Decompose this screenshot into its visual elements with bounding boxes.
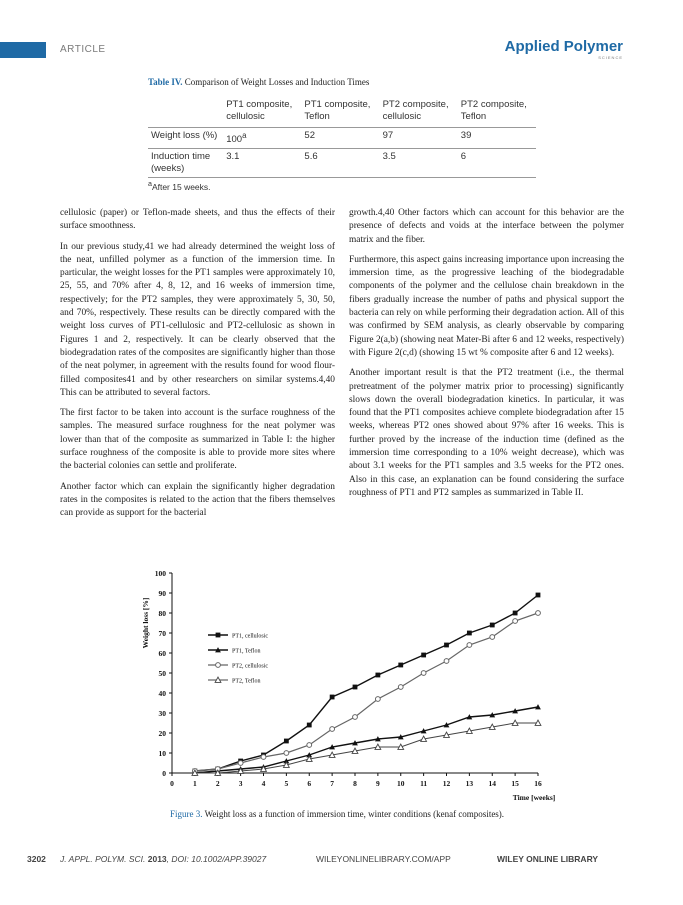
y-tick-label: 50 <box>158 669 166 678</box>
data-point <box>467 631 472 636</box>
table-header-row <box>148 97 536 128</box>
series-line <box>195 723 538 773</box>
table-header-cell <box>148 97 223 128</box>
y-tick-label: 100 <box>154 569 166 578</box>
data-point <box>536 611 541 616</box>
data-point <box>330 727 335 732</box>
data-point <box>261 755 266 760</box>
chart-legend <box>208 633 268 685</box>
comparison-table <box>148 97 536 178</box>
x-tick-label: 9 <box>376 779 380 788</box>
table-cell: 39 <box>458 128 536 149</box>
data-point <box>398 685 403 690</box>
table-cell: 6 <box>458 149 536 178</box>
table-header-cell: PT1 composite, cellulosic <box>226 99 293 122</box>
x-tick-label: 16 <box>534 779 542 788</box>
data-point <box>307 723 312 728</box>
data-point <box>467 643 472 648</box>
journal-citation <box>60 854 266 864</box>
legend-label: PT1, Teflon <box>232 648 261 655</box>
table-footnote <box>148 180 211 192</box>
table-cell: 3.5 <box>380 149 458 178</box>
data-point <box>398 663 403 668</box>
y-tick-label: 20 <box>158 729 166 738</box>
table-cell: 5.6 <box>301 149 379 178</box>
figure-label: Figure 3. <box>170 809 203 819</box>
body-paragraph: Furthermore, this aspect gains increasing importance upon increasing the immersion time, as the progressive leaching of the biodegradable components of the polymer and the cellulose chain breakdown in the fibers gradually increase the number of paths and physical support the bacteria can rely on while performing their degradation action. All of this was confirmed by SEM analysis, as clearly observable by comparing Figure 2(a,b) (showing neat Mater-Bi after 6 and 12 weeks, respectively) with Figure 2(c,d) (showing 15 wt % composite after 6 and 12 weeks). <box>349 254 624 358</box>
body-paragraph: The first factor to be taken into account is the surface roughness of the samples. The measured surface roughness for the neat polymer was lower than that of the composite as summarized in Table I: the higher surface roughness of the composite is able to provide more sites where the bacterial colonies can settle and proliferate. <box>60 408 335 472</box>
body-paragraph: cellulosic (paper) or Teflon-made sheets, and thus the effects of their surface smoothness. <box>60 208 335 232</box>
x-tick-label: 10 <box>397 779 405 788</box>
y-tick-label: 70 <box>158 629 166 638</box>
table-header-cell: PT1 composite, Teflon <box>304 99 371 122</box>
legend-label: PT1, cellulosic <box>232 633 268 640</box>
table-caption <box>148 77 369 87</box>
journal-brand-sub: SCIENCE <box>598 55 623 60</box>
legend-marker <box>216 633 221 638</box>
table-cell <box>223 128 301 149</box>
data-point <box>513 619 518 624</box>
x-tick-label: 0 <box>170 779 174 788</box>
x-tick-label: 1 <box>193 779 197 788</box>
data-point <box>330 695 335 700</box>
x-tick-label: 12 <box>442 779 451 788</box>
table-footnote-marker: a <box>242 131 247 140</box>
x-tick-label: 11 <box>420 779 428 788</box>
data-point <box>375 697 380 702</box>
x-tick-label: 7 <box>330 779 334 788</box>
data-point <box>307 743 312 748</box>
table-cell: 52 <box>301 128 379 149</box>
data-point <box>375 673 380 678</box>
body-paragraph: Another important result is that the PT2 treatment (i.e., the thermal pretreatment of the polymer matrix prior to processing) significantly slows down the overall biodegradation kinetics. In particular, it was found that the PT1 composites achieve complete biodegradation after 15 weeks, whereas PT2 ones showed about 97% after 16 weeks. This is further proved by the increase of the induction time (defined as the immersion time corresponding to a 10% weight decrease), which was about 3.1 weeks for the PT1 samples and 3.5 weeks for the PT2 ones. Also in this case, an explanation can be found considering the surface roughness of PT1 and PT2 samples as summarized in Table II. <box>349 368 624 498</box>
x-tick-label: 3 <box>238 779 243 788</box>
y-tick-label: 40 <box>158 689 166 698</box>
y-axis-label: Weight loss [%] <box>141 597 150 649</box>
data-point <box>353 685 358 690</box>
section-color-bar <box>0 42 46 58</box>
x-tick-label: 8 <box>353 779 357 788</box>
x-axis-label: Time [weeks] <box>512 793 556 802</box>
data-point <box>490 623 495 628</box>
figure-caption-text: Weight loss as a function of immersion time, winter conditions (kenaf composites). <box>204 809 505 819</box>
figure-caption <box>170 809 504 819</box>
table-label: Table IV. <box>148 77 183 87</box>
data-point <box>238 761 243 766</box>
data-point <box>444 659 449 664</box>
table-cell: 97 <box>380 128 458 149</box>
publisher-logo: WILEY ONLINE LIBRARY <box>497 854 599 864</box>
y-tick-label: 90 <box>158 589 166 598</box>
body-column-right <box>349 207 624 507</box>
legend-label: PT2, Teflon <box>232 678 261 685</box>
page-number: 3202 <box>27 854 46 864</box>
body-column-left <box>60 207 335 528</box>
series-line <box>195 707 538 773</box>
journal-doi: , DOI: 10.1002/APP.39027 <box>166 854 267 864</box>
data-point <box>536 593 541 598</box>
table-footnote-sup: a <box>148 180 152 188</box>
y-tick-label: 0 <box>162 769 166 778</box>
table-cell: Induction time (weeks) <box>148 149 223 178</box>
journal-year: 2013 <box>147 854 167 864</box>
data-point <box>490 635 495 640</box>
data-point <box>284 751 289 756</box>
y-tick-label: 30 <box>158 709 166 718</box>
legend-label: PT2, cellulosic <box>232 663 268 670</box>
data-point <box>421 653 426 658</box>
journal-brand: Applied Polymer <box>504 38 623 55</box>
data-point <box>444 643 449 648</box>
table-cell: 3.1 <box>223 149 301 178</box>
x-tick-label: 2 <box>215 779 220 788</box>
table-row <box>148 128 536 149</box>
section-label: ARTICLE <box>60 44 106 55</box>
body-paragraph: growth.4,40 Other factors which can account for this behavior are the presence of defects and voids at the interface between the polymer matrix and the fiber. <box>349 208 624 245</box>
y-tick-label: 80 <box>158 609 166 618</box>
table-cell-value: 100 <box>226 134 243 146</box>
data-point <box>284 739 289 744</box>
series-pt1-teflon <box>192 704 541 775</box>
series-pt2-teflon <box>192 720 541 775</box>
table-header-cell: PT2 composite, cellulosic <box>382 99 449 122</box>
data-point <box>421 671 426 676</box>
table-footnote-text: After 15 weeks. <box>151 181 211 192</box>
body-paragraph: In our previous study,41 we had already determined the weight loss of the neat, unfilled polymer as a function of the immersion time. In particular, the weight losses for the PT1 samples were approximately 10, 25, 55, and 70% after 4, 8, 12, and 16 weeks of immersion time, respectively; for the PT2 samples, they were approximately 5, 30, 50, and 70%, respectively. These results can be directly compared with the weight loss curves of PT1-cellulosic and PT2-cellulosic as shown in Figures 1 and 2, respectively. It can be clearly observed that the biodegradation rates of the composites are significantly higher than those of the neat polymer, in agreement with the results found for wood flour-filled composites41 and by other researchers on similar systems.4,40 This can be attributed to several factors. <box>60 241 335 398</box>
table-title: Comparison of Weight Losses and Induction Times <box>184 77 370 87</box>
data-point <box>513 611 518 616</box>
x-tick-label: 14 <box>488 779 496 788</box>
table-header-cell: PT2 composite, Teflon <box>460 99 527 122</box>
data-point <box>353 715 358 720</box>
journal-name: J. APPL. POLYM. SCI. <box>60 854 146 864</box>
x-tick-label: 6 <box>307 779 312 788</box>
weight-loss-chart <box>138 565 558 805</box>
body-paragraph: Another factor which can explain the significantly higher degradation rates in the composites is related to the action that the fibers themselves can provide as support for the bacterial <box>60 481 335 519</box>
x-tick-label: 5 <box>284 779 289 788</box>
table-row <box>148 149 536 178</box>
x-tick-label: 4 <box>261 779 266 788</box>
y-tick-label: 60 <box>158 649 166 658</box>
x-tick-label: 13 <box>465 779 474 788</box>
x-tick-label: 15 <box>511 779 519 788</box>
journal-url: WILEYONLINELIBRARY.COM/APP <box>316 854 451 864</box>
legend-marker <box>216 663 221 668</box>
table-cell: Weight loss (%) <box>148 128 223 149</box>
y-tick-label: 10 <box>158 749 166 758</box>
